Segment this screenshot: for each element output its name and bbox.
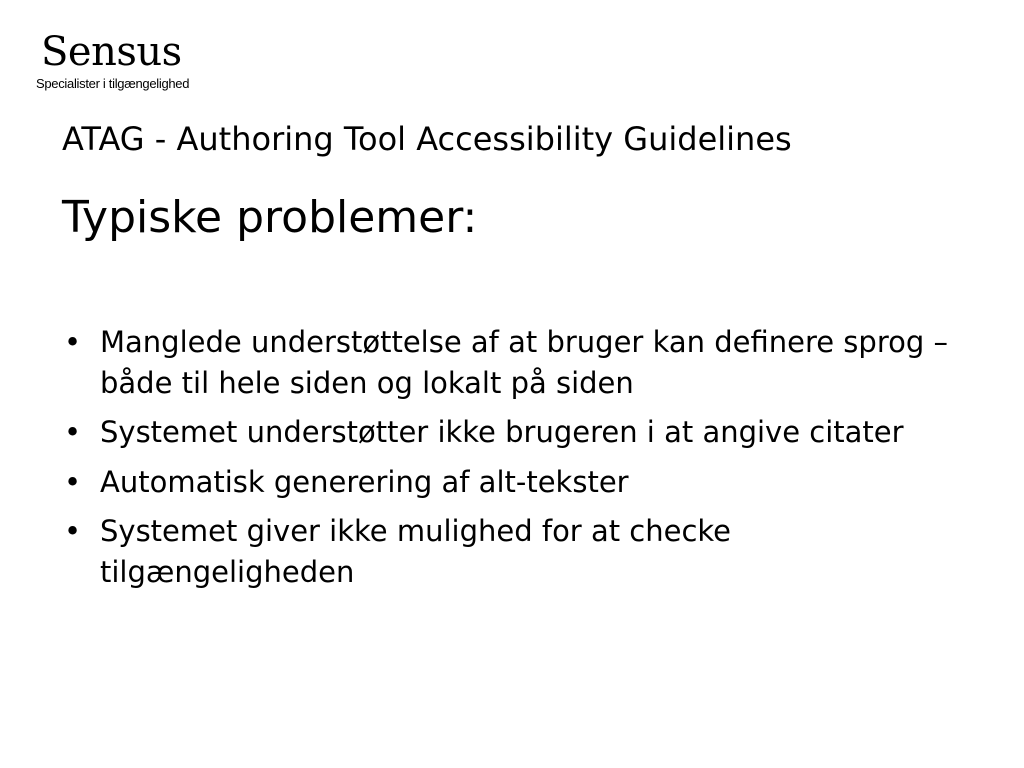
bullet-dot-icon: • — [64, 464, 82, 499]
bullet-text: Manglede understøttelse af at bruger kan definere sprog – både til hele siden og lokalt på siden — [100, 325, 948, 400]
bullet-text: Systemet giver ikke mulighed for at checke tilgængeligheden — [100, 514, 732, 589]
bullet-list — [62, 322, 962, 601]
bullet-dot-icon: • — [64, 514, 82, 548]
bullet-dot-icon: • — [64, 415, 82, 449]
logo-name: Sensus — [41, 29, 182, 75]
bullet-text: Systemet understøtter ikke brugeren i at angive citater — [100, 415, 904, 449]
bullet-item — [62, 511, 962, 592]
logo-tagline: Specialister i tilgængelighed — [36, 76, 190, 91]
slide-title: Typiske problemer: — [62, 192, 478, 243]
bullet-text: Automatisk generering af alt-tekster — [100, 464, 629, 499]
bullet-item — [62, 412, 962, 453]
bullet-item — [62, 322, 962, 403]
slide-subtitle: ATAG - Authoring Tool Accessibility Guidelines — [62, 120, 792, 158]
bullet-dot-icon: • — [64, 325, 82, 359]
bullet-item — [62, 462, 962, 503]
